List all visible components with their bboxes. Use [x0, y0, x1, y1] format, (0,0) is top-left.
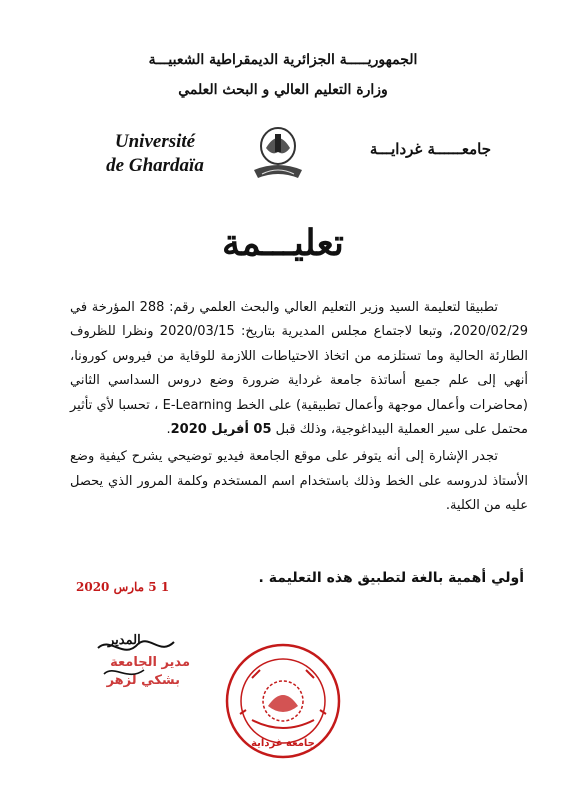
document-title: تعليـــمة	[222, 222, 344, 264]
deadline-date: 05 أفريل 2020	[170, 422, 272, 438]
paragraph-1	[70, 296, 528, 442]
seal-text: جامعة غرداية	[251, 738, 315, 749]
university-name-fr-line1: Université	[114, 131, 196, 152]
signer-stamp-line1: مدير الجامعة	[110, 655, 190, 670]
closing-note: أولي أهمية بالغة لتطبيق هذه التعليمة .	[258, 570, 524, 586]
paragraph-1-end: .	[166, 422, 171, 438]
official-seal-icon	[222, 640, 344, 762]
document-body	[70, 296, 528, 519]
university-name-fr	[70, 130, 240, 178]
paragraph-1-text: تطبيقا لتعليمة السيد وزير التعليم العالي والبحث العلمي رقم: 288 المؤرخة في 2020/02/29، وتبعا لاجتماع مجلس المديرية بتاريخ: 2020/03/15 ونظرا للظروف الطارئة الحالية وما تستلزمه من اتخاذ الاحتياطات اللازمة للوقاية من فيروس كورونا، أنهي إلى علم جميع أساتذة جامعة غرداية ضرورة وضع دروس السداسي الثاني (محاضرات وأعمال موجهة وأعمال تطبيقية) على الخط E-Learning ، تحسبا لأي تأثير محتمل على سير العملية البيداغوجية، وذلك قبل	[70, 300, 528, 438]
date-stamp: 1 5 مارس 2020	[76, 580, 170, 594]
signature-stamp-icon	[90, 630, 200, 690]
signer-title: المدير	[108, 633, 141, 648]
university-name-ar: جامعــــــة غردايـــة	[369, 140, 491, 158]
republic-header: الجمهوريـــــة الجزائرية الديمقراطية الشعبيـــة	[148, 52, 418, 68]
university-logo-icon	[248, 122, 308, 184]
university-name-fr-line2: de Ghardaïa	[106, 155, 204, 176]
paragraph-2: تجدر الإشارة إلى أنه يتوفر على موقع الجامعة فيديو توضيحي يشرح كيفية وضع الأستاذ لدروسه على الخط وذلك باستخدام اسم المستخدم وكلمة المرور الذي يحصل عليه من الكلية.	[70, 449, 528, 514]
signer-stamp-line2: بشكي لزهر	[106, 673, 180, 688]
ministry-header: وزارة التعليم العالي و البحث العلمي	[178, 82, 388, 98]
